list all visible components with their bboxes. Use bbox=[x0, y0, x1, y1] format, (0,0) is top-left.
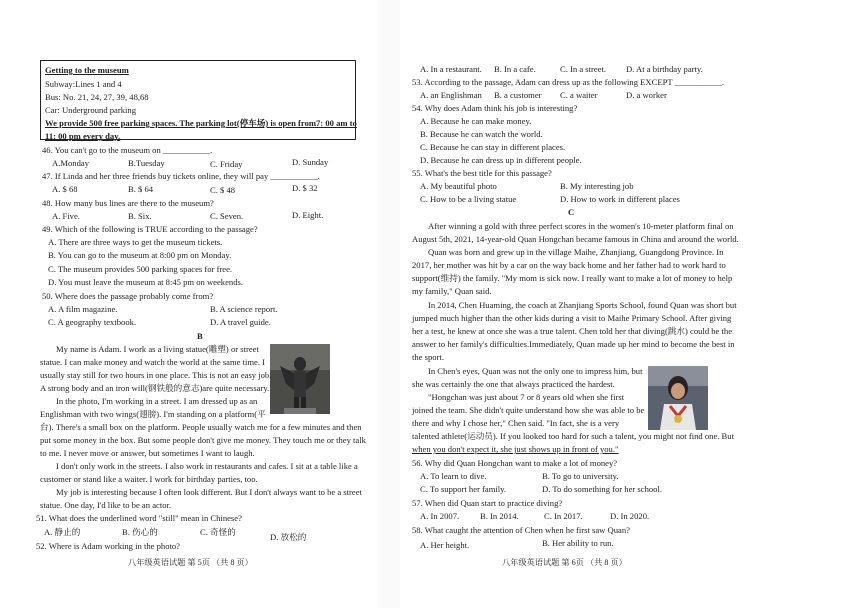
passage-c-line-2: August 5th, 2021, 14-year-old Quan Hongchan became famous in China and around the world. bbox=[412, 234, 739, 244]
passage-b-line-6: Englishman with two wings(翅膀). I'm standing on a platform(平 bbox=[40, 409, 266, 419]
quan-hongchan-photo bbox=[648, 366, 708, 430]
passage-b-line-2: statue. I can make money and watch the world at the same time. I bbox=[40, 357, 266, 367]
passage-c-line-4: 2017, her mother was hit by a car on the way back home and her father had to work hard to bbox=[412, 260, 726, 270]
box-parking-line2: 11: 00 pm every day. bbox=[45, 131, 121, 141]
section-b-heading: B bbox=[197, 331, 203, 341]
page-6 bbox=[412, 0, 750, 608]
box-title: Getting to the museum bbox=[45, 65, 129, 75]
q49-option-d: D. You must leave the museum at 8:45 pm on weekends. bbox=[48, 277, 244, 287]
passage-c-line-11: the sport. bbox=[412, 352, 444, 362]
q46-option-d: D. Sunday bbox=[292, 157, 329, 167]
section-c-heading: C bbox=[568, 207, 575, 217]
passage-b-line-11: customer or stand like a waiter. I work for birthday parties, too. bbox=[40, 474, 258, 484]
q55-option-a: A. My beautiful photo bbox=[420, 181, 497, 191]
q54-option-c: C. Because he can stay in different places. bbox=[420, 142, 566, 152]
passage-c-line-5: support(维持) the family. "My mom is sick now. I really want to make a lot of money to help bbox=[412, 273, 733, 283]
passage-c-line-7: In 2014, Chen Huaming, the coach at Zhanjiang Sports School, found Quan was short but bbox=[428, 300, 737, 310]
q50-stem: 50. Where does the passage probably come from? bbox=[42, 291, 214, 301]
passage-c-line-18: when you don't expect it, she just shows up in front of you." bbox=[412, 444, 619, 454]
q48-option-b: B. Six. bbox=[128, 211, 152, 221]
q52-option-a: A. In a restaurant. bbox=[420, 64, 482, 74]
passage-c-line-13: she was certainly the one that always practiced the hardest. bbox=[412, 379, 615, 389]
q54-option-a: A. Because he can make money. bbox=[420, 116, 532, 126]
q56-option-d: D. To do something for her school. bbox=[542, 484, 663, 494]
q58-stem: 58. What caught the attention of Chen when he first saw Quan? bbox=[412, 525, 630, 535]
living-statue-photo bbox=[270, 344, 330, 414]
q54-option-d: D. Because he can dress up in different people. bbox=[420, 155, 582, 165]
q48-option-d: D. Eight. bbox=[292, 210, 324, 220]
q47-option-c: C. $ 48 bbox=[210, 185, 236, 195]
q50-option-b: B. A science report. bbox=[210, 304, 278, 314]
q49-option-c: C. The museum provides 500 parking spaces for free. bbox=[48, 264, 233, 274]
box-subway: Subway:Lines 1 and 4 bbox=[45, 79, 122, 89]
q54-stem: 54. Why does Adam think his job is interesting? bbox=[412, 103, 578, 113]
box-parking-line1: We provide 500 free parking spaces. The parking lot(停车场) is open from7: 00 am to bbox=[45, 118, 357, 128]
passage-c-line-14: "Hongchan was just about 7 or 8 years old when she first bbox=[428, 392, 625, 402]
passage-b-line-1: My name is Adam. I work as a living statue(雕塑) or street bbox=[56, 344, 259, 354]
q52-stem: 52. Where is Adam working in the photo? bbox=[36, 541, 180, 551]
passage-b-line-10: I don't only work in the streets. I also work in restaurants and cafes. I sit at a table like a bbox=[56, 461, 358, 471]
q57-option-b: B. In 2014. bbox=[480, 511, 519, 521]
q48-option-a: A. Five. bbox=[52, 211, 80, 221]
q46-option-a: A.Monday bbox=[52, 158, 89, 168]
q50-option-a: A. A film magazine. bbox=[48, 304, 118, 314]
passage-b-line-13: statue. One day, I'd like to be an actor. bbox=[40, 500, 172, 510]
q50-option-d: D. A travel guide. bbox=[210, 317, 271, 327]
passage-b-line-4: A strong body and an iron will(钢铁般的意志)are quite necessary. bbox=[40, 383, 270, 393]
passage-b-line-7: 台). There's a small box on the platform. People usually watch me for a few minutes and then bbox=[40, 422, 362, 432]
q53-option-d: D. a worker bbox=[626, 90, 667, 100]
q58-option-a: A. Her height. bbox=[420, 540, 470, 550]
q53-option-c: C. a waiter bbox=[560, 90, 598, 100]
passage-c-line-17: talented athlete(运动员). If you looked too hard for such a talent, you might not find one. But bbox=[412, 431, 734, 441]
passage-b-line-3: usually stay still for two hours in one place. This is not an easy job. bbox=[40, 370, 272, 380]
passage-b-line-5: In the photo, I'm working in a street. I am dressed up as an bbox=[56, 396, 258, 406]
q53-stem: 53. According to the passage, Adam can dress up as the following EXCEPT ___________. bbox=[412, 77, 725, 87]
q51-option-c: C. 奇怪的 bbox=[200, 527, 236, 537]
q53-option-a: A. an Englishman bbox=[420, 90, 482, 100]
q52-option-b: B. In a cafe. bbox=[494, 64, 536, 74]
q49-option-a: A. There are three ways to get the museum tickets. bbox=[48, 237, 223, 247]
q56-stem: 56. Why did Quan Hongchan want to make a lot of money? bbox=[412, 458, 618, 468]
q55-stem: 55. What's the best title for this passage? bbox=[412, 168, 552, 178]
passage-c-line-8: jumped much higher than the other kids during a visit to Maihe Primary School. After giving bbox=[412, 313, 732, 323]
footer-page-6: 八年级英语试题 第 6页 （共 8 页） bbox=[502, 558, 627, 567]
q51-option-d: D. 放松的 bbox=[270, 532, 307, 542]
passage-c-line-10: answer to her family's difficulties.Immediately, Quan made up her mind to become the best in bbox=[412, 339, 735, 349]
q57-option-d: D. In 2020. bbox=[610, 511, 650, 521]
passage-c-line-12: In Chen's eyes, Quan was not the only one to impress him, but bbox=[428, 366, 643, 376]
q57-stem: 57. When did Quan start to practice diving? bbox=[412, 498, 563, 508]
q47-stem: 47. If Linda and her three friends buy tickets online, they will pay ___________. bbox=[42, 171, 320, 181]
q51-option-b: B. 伤心的 bbox=[122, 527, 158, 537]
passage-b-line-9: to me. I never move or answer, but sometimes I want to laugh. bbox=[40, 448, 255, 458]
q52-option-c: C. In a street. bbox=[560, 64, 607, 74]
passage-c-line-9: her a test, he knew at once she was a true talent. Chen told her that diving(跳水) could be the bbox=[412, 326, 733, 336]
q57-option-a: A. In 2007. bbox=[420, 511, 460, 521]
q46-option-c: C. Friday bbox=[210, 159, 243, 169]
passage-c-line-6: my family," Quan said. bbox=[412, 286, 492, 296]
q50-option-c: C. A geography textbook. bbox=[48, 317, 137, 327]
q53-option-b: B. a customer bbox=[494, 90, 542, 100]
q56-option-c: C. To support her family. bbox=[420, 484, 507, 494]
passage-c-line-3: Quan was born and grew up in the village Maihe, Zhanjiang, Guangdong Province. In bbox=[428, 247, 724, 257]
q51-option-a: A. 静止的 bbox=[44, 527, 81, 537]
q48-stem: 48. How many bus lines are there to the museum? bbox=[42, 198, 214, 208]
q52-option-d: D. At a birthday party. bbox=[626, 64, 703, 74]
box-car: Car: Underground parking bbox=[45, 105, 137, 115]
q49-option-b: B. You can go to the museum at 8:00 pm on Monday. bbox=[48, 250, 232, 260]
q47-option-d: D. $ 32 bbox=[292, 183, 318, 193]
q51-stem: 51. What does the underlined word "still" mean in Chinese? bbox=[36, 513, 242, 523]
page-gutter bbox=[378, 0, 400, 608]
q55-option-b: B. My interesting job bbox=[560, 181, 634, 191]
passage-c-line-15: joined the team. She didn't quite understand how she was able to be bbox=[412, 405, 645, 415]
q54-option-b: B. Because he can watch the world. bbox=[420, 129, 543, 139]
passage-c-line-1: After winning a gold with three perfect scores in the women's 10-meter platform final on bbox=[428, 221, 734, 231]
passage-c-line-16: there and why I chose her," Chen said. "In fact, she is a very bbox=[412, 418, 620, 428]
q57-option-c: C. In 2017. bbox=[544, 511, 583, 521]
passage-b-line-12: My job is interesting because I often look different. But I don't always want to be a street bbox=[56, 487, 362, 497]
museum-info-box bbox=[40, 60, 356, 140]
passage-b-line-8: put some money in the box. But some people don't give me money. They touch me or they talk bbox=[40, 435, 366, 445]
q46-option-b: B.Tuesday bbox=[128, 158, 165, 168]
q55-option-d: D. How to work in different places bbox=[560, 194, 680, 204]
q58-option-b: B. Her ability to run. bbox=[542, 538, 614, 548]
q47-option-b: B. $ 64 bbox=[128, 184, 154, 194]
q55-option-c: C. How to be a living statue bbox=[420, 194, 517, 204]
box-bus: Bus: No. 21, 24, 27, 39, 48,68 bbox=[45, 92, 149, 102]
q56-option-b: B. To go to university. bbox=[542, 471, 619, 481]
q48-option-c: C. Seven. bbox=[210, 211, 244, 221]
q47-option-a: A. $ 68 bbox=[52, 184, 78, 194]
q46-stem: 46. You can't go to the museum on ___________. bbox=[42, 145, 213, 155]
q49-stem: 49. Which of the following is TRUE according to the passage? bbox=[42, 224, 258, 234]
page-5 bbox=[34, 0, 364, 608]
q56-option-a: A. To learn to dive. bbox=[420, 471, 487, 481]
footer-page-5: 八年级英语试题 第 5页 （共 8 页） bbox=[128, 558, 253, 567]
